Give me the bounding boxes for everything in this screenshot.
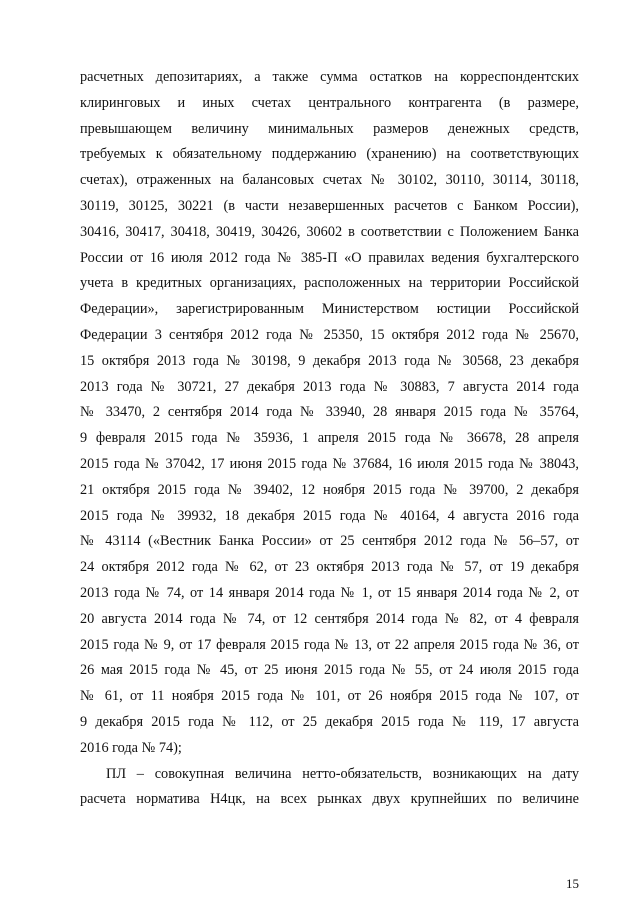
text-line: 21 октября 2015 года № 39402, 12 ноября 2015 года № 39700, 2 декабря (80, 481, 579, 498)
text-line: Федерации», зарегистрированным Министерством юстиции Российской (80, 301, 579, 318)
text-line: № 43114 («Вестник Банка России» от 25 сентября 2012 года № 56–57, от (80, 533, 579, 550)
text-line: 26 мая 2015 года № 45, от 25 июня 2015 года № 55, от 24 июля 2015 года (80, 662, 579, 679)
text-line: Федерации 3 сентября 2012 года № 25350, 15 октября 2012 года № 25670, (80, 326, 579, 343)
text-line: России от 16 июля 2012 года № 385-П «О правилах ведения бухгалтерского (80, 249, 579, 266)
text-line: 2015 года № 37042, 17 июня 2015 года № 37684, 16 июля 2015 года № 38043, (80, 455, 579, 472)
text-line: 9 декабря 2015 года № 112, от 25 декабря 2015 года № 119, 17 августа (80, 713, 579, 730)
text-line: 2016 года № 74); (80, 739, 182, 756)
text-line: 2013 года № 30721, 27 декабря 2013 года № 30883, 7 августа 2014 года (80, 378, 579, 395)
page-number: 15 (566, 876, 579, 891)
text-line: учета в кредитных организациях, расположенных на территории Российской (80, 275, 579, 292)
text-line: счетах), отраженных на балансовых счетах № 30102, 30110, 30114, 30118, (80, 172, 579, 189)
text-line: 9 февраля 2015 года № 35936, 1 апреля 2015 года № 36678, 28 апреля (80, 430, 579, 447)
text-line: 2013 года № 74, от 14 января 2014 года № 1, от 15 января 2014 года № 2, от (80, 584, 579, 601)
text-line: превышающем величину минимальных размеров денежных средств, (80, 120, 579, 137)
text-line: № 61, от 11 ноября 2015 года № 101, от 26 ноября 2015 года № 107, от (80, 688, 579, 705)
text-line: 15 октября 2013 года № 30198, 9 декабря 2013 года № 30568, 23 декабря (80, 352, 579, 369)
text-line: расчетных депозитариях, а также сумма остатков на корреспондентских (80, 69, 579, 85)
text-line: 30119, 30125, 30221 (в части незавершенных расчетов с Банком России), (80, 197, 579, 214)
text-line: клиринговых и иных счетах центрального контрагента (в размере, (80, 94, 579, 111)
text-line: 20 августа 2014 года № 74, от 12 сентября 2014 года № 82, от 4 февраля (80, 610, 579, 627)
text-line: 2015 года № 39932, 18 декабря 2015 года № 40164, 4 августа 2016 года (80, 507, 579, 524)
text-line: ПЛ – совокупная величина нетто-обязательств, возникающих на дату (106, 765, 579, 782)
text-line: 24 октября 2012 года № 62, от 23 октября 2013 года № 57, от 19 декабря (80, 559, 579, 576)
text-line: 2015 года № 9, от 17 февраля 2015 года № 13, от 22 апреля 2015 года № 36, от (80, 636, 579, 653)
document-body (80, 65, 579, 813)
text-line: требуемых к обязательному поддержанию (хранению) на соответствующих (80, 146, 579, 163)
text-line: № 33470, 2 сентября 2014 года № 33940, 28 января 2015 года № 35764, (80, 404, 579, 421)
text-line: 30416, 30417, 30418, 30419, 30426, 30602 в соответствии с Положением Банка (80, 223, 579, 240)
text-line: расчета норматива Н4цк, на всех рынках двух крупнейших по величине (80, 791, 579, 808)
